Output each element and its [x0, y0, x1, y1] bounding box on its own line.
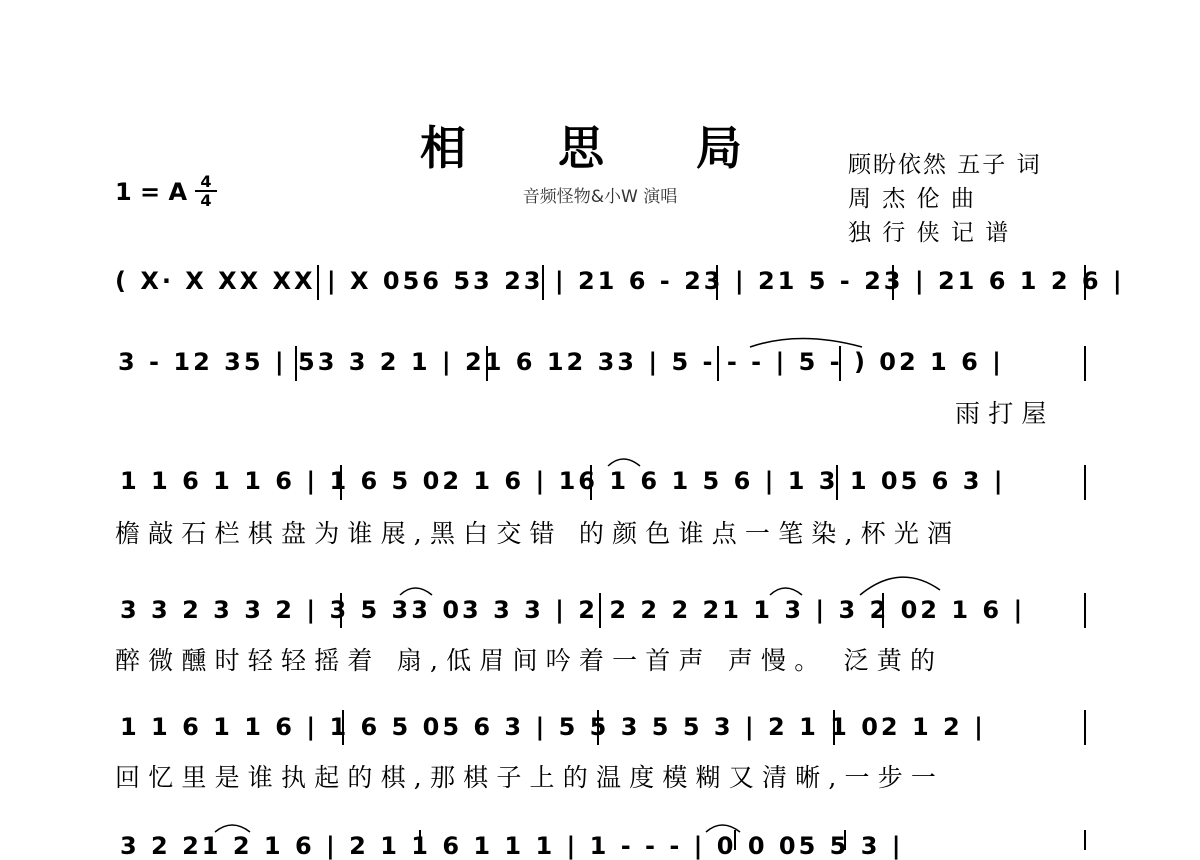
meter-top: 4: [195, 173, 217, 192]
tie-arc: [750, 339, 862, 348]
system-1-notes: ( X· X XX XX | X 056 53 23 | 21 6 - 23 | 21 5 - 23 | 21 6 1 2 6 |: [115, 267, 1125, 295]
system-4-lyrics: 醉微醺时轻轻摇着 扇,低眉间吟着一首声 声慢。 泛黄的: [115, 646, 944, 675]
slur-arc: [400, 588, 432, 595]
performer-credit: 音频怪物&小W 演唱: [522, 187, 678, 207]
slur-arc: [770, 588, 802, 595]
transcriber-credit: 独 行 侠 记 谱: [848, 220, 1011, 246]
composer-credit: 周 杰 伦 曲: [848, 186, 976, 212]
slur-arc: [215, 825, 250, 832]
key-signature: 1 = A: [115, 178, 188, 206]
system-2-lyrics: 雨打屋: [955, 399, 1055, 428]
song-title: 相 思 局: [419, 121, 781, 175]
system-6-notes: 3 2 21 2 1 6 | 2 1 1 6 1 1 1 | 1 - - - | 0 0 05 5 3 |: [120, 832, 904, 860]
meter-bottom: 4: [200, 191, 212, 210]
system-4-notes: 3 3 2 3 3 2 | 3 5 33 03 3 3 | 2 2 2 2 21 1 3 | 3 2 02 1 6 |: [120, 596, 1026, 624]
system-3-notes: 1 1 6 1 1 6 | 1 6 5 02 1 6 | 16 1 6 1 5 6 | 1 3 1 05 6 3 |: [120, 467, 1006, 495]
system-3-lyrics: 檐敲石栏棋盘为谁展,黑白交错 的颜色谁点一笔染,杯光酒: [115, 519, 961, 548]
slur-arc: [860, 577, 940, 595]
system-5-notes: 1 1 6 1 1 6 | 1 6 5 05 6 3 | 5 5 3 5 5 3 | 2 1 1 02 1 2 |: [120, 713, 986, 741]
slur-arc: [608, 459, 640, 466]
system-2-notes: 3 - 12 35 | 53 3 2 1 | 21 6 12 33 | 5 - - - | 5 - ) 02 1 6 |: [118, 348, 1004, 376]
system-5-lyrics: 回忆里是谁执起的棋,那棋子上的温度模糊又清晰,一步一: [115, 763, 945, 792]
lyricist-credit: 顾盼依然 五子 词: [848, 152, 1042, 178]
